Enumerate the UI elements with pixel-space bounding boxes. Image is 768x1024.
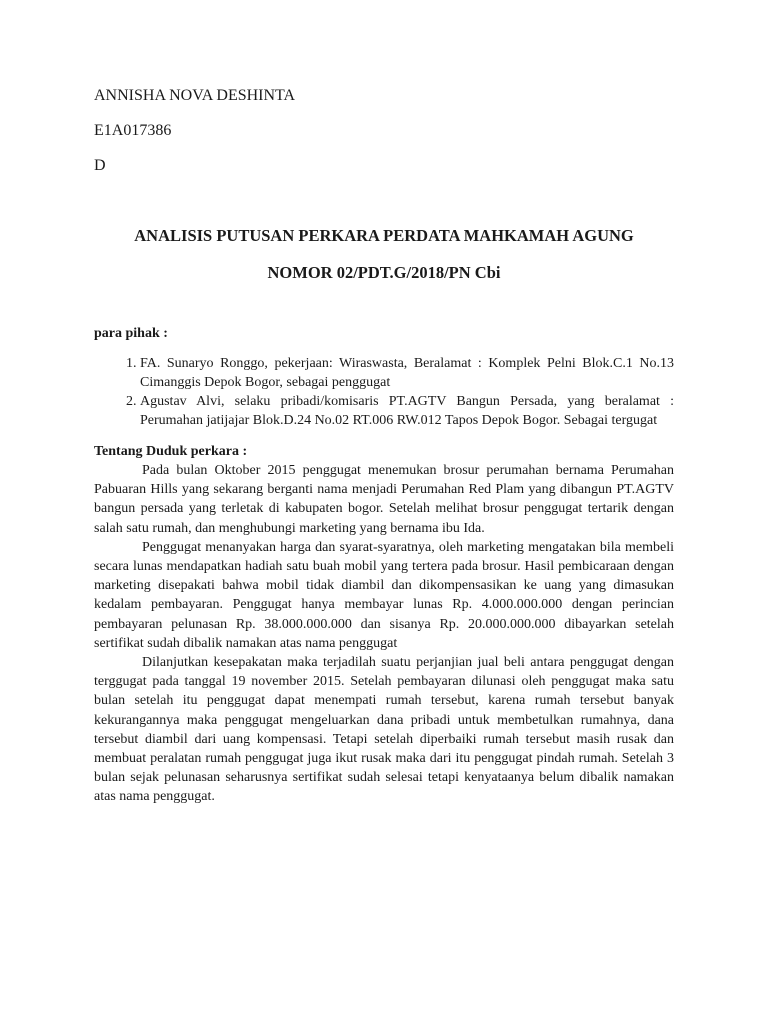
case-number: NOMOR 02/PDT.G/2018/PN Cbi [267,263,501,282]
class-label: D [94,157,106,174]
paragraph: Penggugat menanyakan harga dan syarat-syaratnya, oleh marketing mengatakan bila membeli secara lunas mendapatkan hadiah satu buah mobil yang tertera pada brosur. Hasil pembicaraan dengan marketing disepakati bahwa mobil tidak diambil dan dikompensasikan ke uang yang dimasukan kedalam pembayaran. Penggugat hanya membayar lunas Rp. 4.000.000.000 dengan perincian pembayaran pelunasan Rp. 38.000.000.000 dan sisanya Rp. 20.000.000.000 dibayarkan setelah sertifikat sudah dibalik namakan atas nama penggugat [94,539,674,651]
author-name: ANNISHA NOVA DESHINTA [94,87,296,104]
student-id: E1A017386 [94,122,172,139]
parties-heading: para pihak : [94,326,168,341]
list-item: 1. FA. Sunaryo Ronggo, pekerjaan: Wiraswasta, Beralamat : Komplek Pelni Blok.C.1 No.13 Cimanggis Depok Bogor, sebagai penggugat [140,354,674,392]
document-title: ANALISIS PUTUSAN PERKARA PERDATA MAHKAMAH AGUNG [134,226,634,245]
dispute-heading: Tentang Duduk perkara : [94,444,248,459]
parties-list [94,354,674,430]
list-item: 2. Agustav Alvi, selaku pribadi/komisaris PT.AGTV Bangun Persada, yang beralamat : Perumahan jatijajar Blok.D.24 No.02 RT.006 RW.012 Tapos Depok Bogor. Sebagai tergugat [140,392,674,430]
paragraph: Pada bulan Oktober 2015 penggugat menemukan brosur perumahan bernama Perumahan Pabuaran Hills yang sekarang berganti nama menjadi Perumahan Red Plam yang dibangun PT.AGTV bangun persada yang terletak di kabupaten bogor. Setelah melihat brosur penggugat tertarik dengan salah satu rumah, dan menghubungi marketing yang bernama ibu Ida. [94,463,674,536]
paragraph: Dilanjutkan kesepakatan maka terjadilah suatu perjanjian jual beli antara penggugat dengan terggugat pada tanggal 19 november 2015. Setelah pembayaran dilunasi oleh penggugat maka satu bulan setelah itu penggugat dapat menempati rumah tersebut, karena rumah tersebut banyak kekurangannya maka penggugat mengeluarkan dana pribadi untuk membetulkan rumahnya, dana tersebut diambil dari uang kompensasi. Tetapi setelah diperbaiki rumah tersebut masih rusak dan membuat peralatan rumah penggugat juga ikut rusak maka dari itu penggugat pindah rumah. Setelah 3 bulan sejak pelunasan seharusnya sertifikat sudah selesai tetapi kenyataanya belum dibalik namakan atas nama penggugat. [94,655,674,805]
